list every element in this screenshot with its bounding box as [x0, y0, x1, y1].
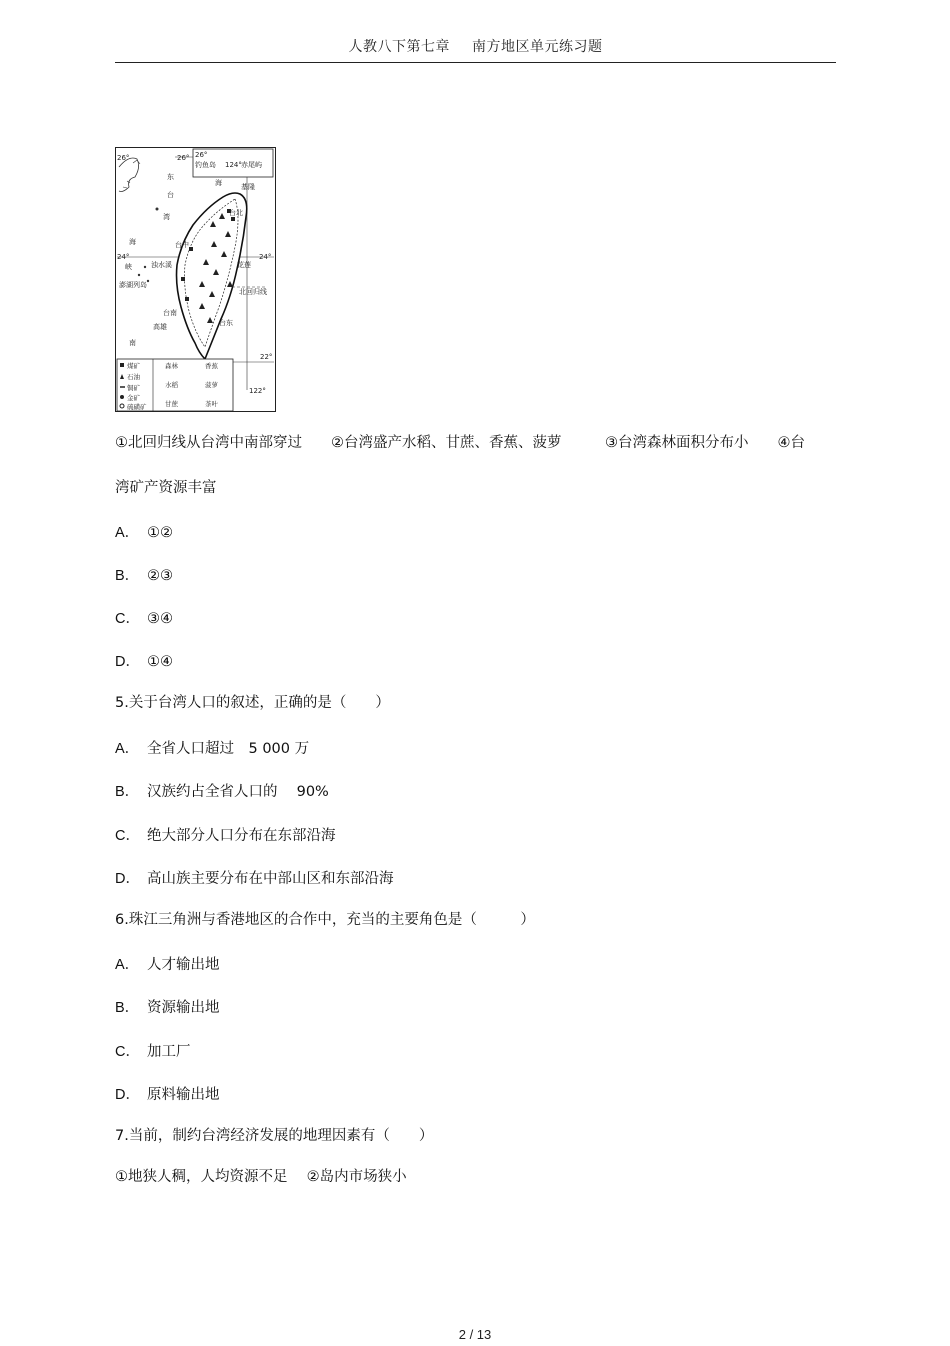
- q4-option-d[interactable]: D． ①④: [115, 654, 173, 670]
- svg-text:菠萝: 菠萝: [205, 381, 218, 389]
- label-hai-strait: 海: [129, 238, 136, 246]
- q5-option-a[interactable]: A． 全省人口超过 5 000 万: [115, 741, 310, 757]
- label-nan: 南: [129, 339, 136, 347]
- q5-option-b[interactable]: B． 汉族约占全省人口的 90%: [115, 784, 329, 800]
- label-hualien: 花莲: [237, 261, 251, 269]
- label-penghu: 澎湖列岛: [119, 281, 147, 289]
- q5-option-d[interactable]: D． 高山族主要分布在中部山区和东部沿海: [115, 871, 394, 887]
- label-wan: 湾: [163, 213, 170, 221]
- svg-text:香蕉: 香蕉: [205, 362, 218, 370]
- label-tai: 台: [167, 191, 174, 199]
- q6-option-d[interactable]: D． 原料输出地: [115, 1087, 220, 1103]
- svg-text:硫磺矿: 硫磺矿: [127, 403, 147, 411]
- label-lat26-top: 26°: [177, 154, 190, 162]
- svg-text:铜矿: 铜矿: [127, 384, 140, 392]
- q7-statements: ①地狭人稠，人均资源不足 ②岛内市场狭小: [115, 1169, 407, 1185]
- svg-text:金矿: 金矿: [127, 394, 140, 402]
- label-taibei: 台北: [229, 209, 243, 217]
- label-chiwei: 赤尾屿: [241, 161, 262, 169]
- label-diaoyu: 钓鱼岛: [195, 161, 216, 169]
- svg-text:森林: 森林: [165, 362, 178, 370]
- q5-option-c[interactable]: C． 绝大部分人口分布在东部沿海: [115, 828, 336, 844]
- label-lon124: 124°: [225, 161, 242, 169]
- label-xia: 峡: [125, 263, 132, 271]
- q6-option-b[interactable]: B． 资源输出地: [115, 1000, 220, 1016]
- label-inset-lat: 26°: [195, 151, 208, 159]
- q4-statements-line2: 湾矿产资源丰富: [115, 480, 217, 496]
- q5-stem: 5.关于台湾人口的叙述，正确的是（ ）: [115, 695, 390, 711]
- svg-text:茶叶: 茶叶: [205, 400, 218, 408]
- label-keelung: 基隆: [241, 183, 255, 191]
- page-header: [115, 36, 836, 56]
- q6-option-a[interactable]: A． 人才输出地: [115, 957, 220, 973]
- header-rule: [115, 62, 836, 63]
- q4-option-c[interactable]: C． ③④: [115, 611, 173, 627]
- page-number: 2 / 13: [458, 1327, 492, 1342]
- q4-statements-line1: ①北回归线从台湾中南部穿过 ②台湾盛产水稻、甘蔗、香蕉、菠萝 ③台湾森林面积分布小 ④台: [115, 435, 805, 451]
- q6-option-c[interactable]: C． 加工厂: [115, 1044, 191, 1060]
- label-tropic: 北回归线: [239, 288, 267, 296]
- svg-text:煤矿: 煤矿: [127, 362, 140, 370]
- q4-option-a[interactable]: A． ①②: [115, 525, 173, 541]
- label-lat24-right: 24°: [259, 253, 272, 261]
- label-tainan: 台南: [163, 309, 177, 317]
- label-lat22: 22°: [260, 353, 273, 361]
- label-lat26-left: 26°: [117, 154, 130, 162]
- svg-text:水稻: 水稻: [165, 381, 178, 389]
- header-left: 人教八下第七章: [348, 39, 450, 55]
- label-lon122: 122°: [249, 387, 266, 395]
- q7-stem: 7.当前，制约台湾经济发展的地理因素有（ ）: [115, 1128, 434, 1144]
- label-taidong: 台东: [219, 319, 233, 327]
- taiwan-map-figure: [115, 147, 276, 412]
- svg-text:石油: 石油: [127, 373, 140, 381]
- label-lat24-left: 24°: [117, 253, 130, 261]
- q6-stem: 6.珠江三角洲与香港地区的合作中，充当的主要角色是（ ）: [115, 912, 535, 928]
- label-east: 东: [167, 173, 174, 181]
- label-taizhong: 台中: [175, 241, 189, 249]
- label-gaoxiong: 高雄: [153, 323, 167, 331]
- q4-option-b[interactable]: B． ②③: [115, 568, 173, 584]
- header-right: 南方地区单元练习题: [472, 39, 603, 55]
- label-danshui: 浊水溪: [151, 261, 172, 269]
- label-hai: 海: [215, 179, 222, 187]
- svg-text:甘蔗: 甘蔗: [165, 400, 178, 408]
